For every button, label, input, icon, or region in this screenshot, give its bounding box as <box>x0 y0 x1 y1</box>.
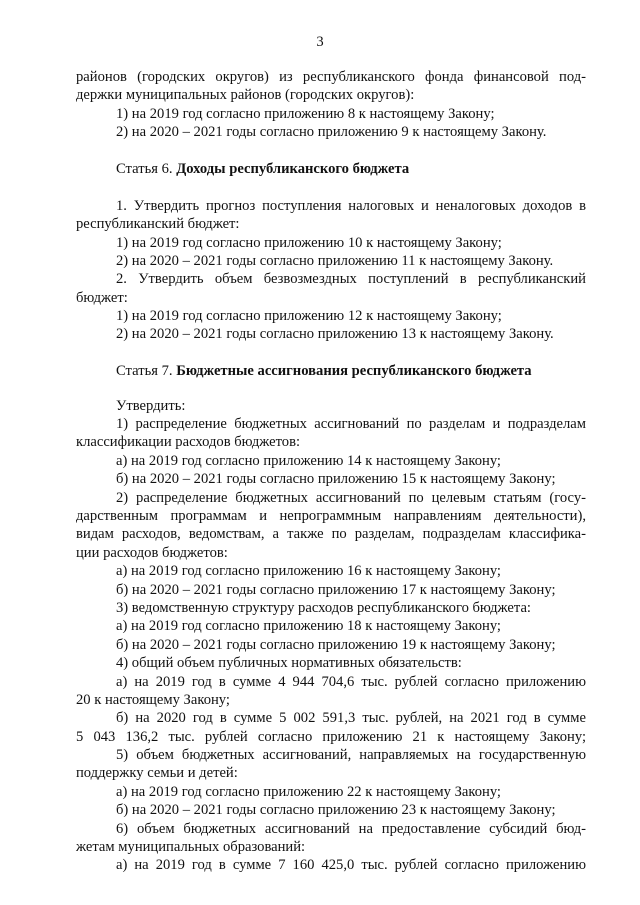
text-line: а) на 2019 год согласно приложению 16 к настоящему Закону; <box>116 563 501 580</box>
text-line: классификации расходов бюджетов: <box>76 434 301 451</box>
text-line: 2) на 2020 – 2021 годы согласно приложению 11 к настоящему Закону. <box>116 252 554 269</box>
text-line: а) на 2019 год согласно приложению 14 к настоящему Закону; <box>116 452 501 469</box>
text-line: а) на 2019 год согласно приложению 22 к настоящему Закону; <box>116 783 501 800</box>
text-line: 1) на 2019 год согласно приложению 12 к настоящему Закону; <box>116 308 502 325</box>
spacer <box>76 381 586 397</box>
text-line: а) на 2019 год в сумме 7 160 425,0 тыс. рублей согласно приложению <box>116 857 586 874</box>
article-6-heading <box>76 160 586 178</box>
text-line: 1) на 2019 год согласно приложению 8 к настоящему Закону; <box>116 105 495 122</box>
text-line: ции расходов бюджетов: <box>76 544 228 561</box>
text-line: а) на 2019 год в сумме 4 944 704,6 тыс. рублей согласно приложению <box>116 673 586 690</box>
text-line: а) на 2019 год согласно приложению 18 к настоящему Закону; <box>116 618 501 635</box>
article-label: Статья 6. <box>116 160 173 177</box>
text-line: б) на 2020 – 2021 годы согласно приложению 23 к настоящему Закону; <box>116 802 556 819</box>
text-line: видам расходов, ведомствам, а также по разделам, подразделам классифика- <box>76 526 586 543</box>
text-line: 3) ведомственную структуру расходов республиканского бюджета: <box>116 599 531 616</box>
spacer <box>76 344 586 362</box>
text-line: 2) на 2020 – 2021 годы согласно приложению 9 к настоящему Закону. <box>116 124 547 141</box>
text-line: поддержку семьи и детей: <box>76 765 238 782</box>
text-line: жетам муниципальных образований: <box>76 839 306 856</box>
text-line: 5 043 136,2 тыс. рублей согласно приложению 21 к настоящему Закону; <box>76 728 586 745</box>
text-line: 2. Утвердить объем безвозмездных поступлений в республиканский <box>116 271 586 288</box>
article-7-heading <box>76 362 586 380</box>
text-line: бюджет: <box>76 289 128 306</box>
article-title: Бюджетные ассигнования республиканского бюджета <box>176 363 532 380</box>
text-line: республиканский бюджет: <box>76 216 240 233</box>
article-title: Доходы республиканского бюджета <box>176 160 410 177</box>
text-line: б) на 2020 год в сумме 5 002 591,3 тыс. рублей, на 2021 год в сумме <box>116 710 586 727</box>
article-label: Статья 7. <box>116 363 173 380</box>
text-line: держки муниципальных районов (городских округов): <box>76 87 415 104</box>
text-line: 4) общий объем публичных нормативных обязательств: <box>116 655 462 672</box>
text-line: 1) на 2019 год согласно приложению 10 к настоящему Закону; <box>116 234 502 251</box>
page-number: 3 <box>316 34 324 50</box>
text-line: 5) объем бюджетных ассигнований, направляемых на государственную <box>116 747 586 764</box>
text-line: б) на 2020 – 2021 годы согласно приложению 17 к настоящему Закону; <box>116 581 556 598</box>
spacer <box>76 142 586 160</box>
text-line: б) на 2020 – 2021 годы согласно приложению 15 к настоящему Закону; <box>116 471 556 488</box>
text-line: 1) распределение бюджетных ассигнований по разделам и подразделам <box>116 416 586 433</box>
text-line: 2) распределение бюджетных ассигнований по целевым статьям (госу- <box>116 489 586 506</box>
text-line: районов (городских округов) из республиканского фонда финансовой под- <box>76 69 586 85</box>
text-line: Утвердить: <box>116 397 186 414</box>
text-line: дарственным программам и непрограммным направлениям деятельности), <box>76 507 586 524</box>
text-line: 2) на 2020 – 2021 годы согласно приложению 13 к настоящему Закону. <box>116 326 554 343</box>
text-line: б) на 2020 – 2021 годы согласно приложению 19 к настоящему Закону; <box>116 636 556 653</box>
document-body <box>76 68 586 875</box>
spacer <box>76 178 586 196</box>
text-line: 20 к настоящему Закону; <box>76 691 230 708</box>
text-line: 6) объем бюджетных ассигнований на предоставление субсидий бюд- <box>116 820 586 837</box>
text-line: 1. Утвердить прогноз поступления налоговых и неналоговых доходов в <box>116 197 586 214</box>
